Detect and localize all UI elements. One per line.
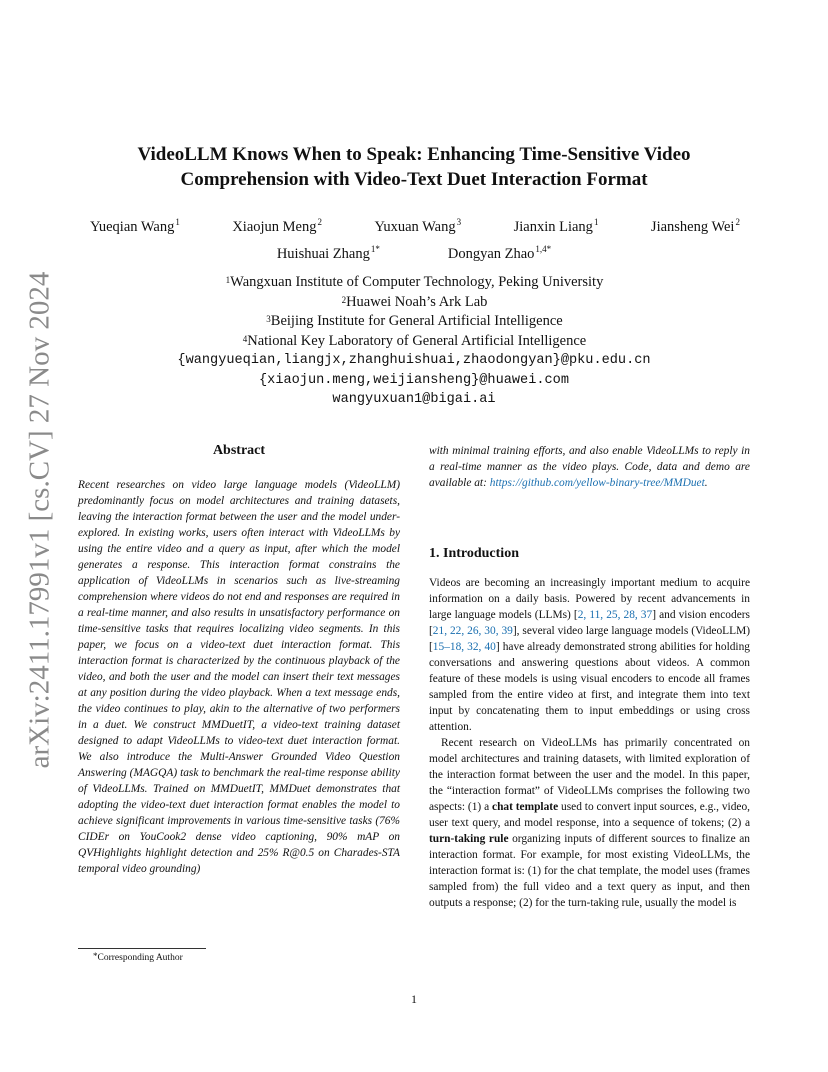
footnote: *Corresponding Author [93,951,183,963]
email-line: {xiaojun.meng,weijiansheng}@huawei.com [259,372,569,388]
footnote-rule [78,948,206,949]
author: Jiansheng Wei$^2$ [650,217,740,235]
abstract-continuation: with minimal training efforts, and also enable VideoLLMs to reply in a real-time manner as the video plays. Code, data and demo are available at: https://github.com/yellow-binary-tree/MMDuet. [429,445,750,489]
page-number: 1 [411,992,417,1006]
author-list-row-2 [0,246,828,263]
affiliation: $^3$Beijing Institute for General Artificial Intelligence [266,313,563,329]
email-line: wangyuxuan1@bigai.ai [332,392,496,407]
abstract-heading: Abstract [212,443,266,458]
term: turn-taking rule [429,833,509,845]
citation[interactable]: 21, 22, 26, 30, 39 [432,625,513,637]
author: Jianxin Liang$^1$ [513,217,599,235]
email-line: {wangyueqian,liangjx,zhanghuishuai,zhaodongyan}@pku.edu.cn [177,353,651,368]
paragraph: Recent research on VideoLLMs has primarily concentrated on model architectures and training datasets, with limited exploration of the interaction format between the user and the model. In this paper, the “interaction format” of VideoLLMs comprises the following two aspects: (1) a chat template used to convert input sources, e.g., video, user text query, and model response, into a sequence of tokens; (2) a turn-taking rule organizing inputs of different sources to finalize an interaction format. For example, for most existing VideoLLMs, the interaction format is: (1) for the chat template, the model uses (frames sampled from) the full video and a text query as input, and then outputs a response; (2) for the turn-taking rule, usually the model is [429,737,751,909]
affiliation: $^4$National Key Laboratory of General Artificial Intelligence [242,332,587,349]
title-line-2: Comprehension with Video-Text Duet Interaction Format [180,169,648,190]
author: Dongyan Zhao$^{1,4*}$ [447,244,552,262]
affiliation: $^1$Wangxuan Institute of Computer Technology, Peking University [225,274,604,290]
affiliations [0,273,828,410]
introduction-body [429,575,750,911]
author-list-row-1 [90,219,740,236]
citation[interactable]: 15–18, 32, 40 [432,641,496,653]
arxiv-stamp-text: arXiv:2411.17991v1 [cs.CV] 27 Nov 2024 [23,271,56,769]
term: chat template [492,801,559,813]
author: Yuxuan Wang$^3$ [374,217,462,235]
author: Huishuai Zhang$^{1*}$ [276,244,380,262]
author: Xiaojun Meng$^2$ [232,217,322,235]
abstract-body: Recent researches on video large language models (VideoLLM) predominantly focus on model architectures and training datasets, leaving the interaction format between the user and the model under-explored. In existing works, users often interact with VideoLLMs by using the entire video and a query as input, after which the model generates a response. This interaction format constrains the application of VideoLLMs in scenarios such as live-streaming comprehension where videos do not end and responses are required in a real-time manner, and also results in unsatisfactory performance on time-sensitive tasks that requires localizing video segments. In this paper, we focus on a video-text duet interaction format. This interaction format is characterized by the continuous playback of the video, and both the user and the model can insert their text messages at any position during the video playback. When a text message ends, the video continues to play, akin to the alternative of two performers in a duet. We construct MMDuetIT, a video-text training dataset designed to adapt VideoLLMs to video-text duet interaction format. We also introduce the Multi-Answer Grounded Video Question Answering (MAGQA) task to benchmark the real-time response ability of VideoLLMs. Trained on MMDuetIT, MMDuet demonstrates that adopting the video-text duet interaction format enables the model to achieve significant improvements in various time-sensitive tasks (76% CIDEr on YouCook2 dense video captioning, 90% mAP on QVHighlights highlight detection and 25% R@0.5 on Charades-STA temporal video grounding) [78,479,400,875]
title-line-1: VideoLLM Knows When to Speak: Enhancing Time-Sensitive Video [137,144,691,165]
paper-title [100,142,728,192]
author: Yueqian Wang$^1$ [90,217,180,235]
paragraph: Videos are becoming an increasingly important medium to acquire information on a daily basis. Powered by recent advancements in large language models (LLMs) [2, 11, 25, 28, 37] and vision encoders [21, 22, 26, 30, 39], several video large language models (VideoLLM) [15–18, 32, 40] have already demonstrated strong abilities for holding conversations and answering questions about videos. A common feature of these models is using visual encoders to encode all frames sampled from the entire video at first, and integrate them into text input by concatenating them to input embeddings or using cross attention. [429,577,750,733]
section-heading-introduction: 1. Introduction [429,546,519,561]
citation[interactable]: 2, 11, 25, 28, 37 [577,609,653,621]
code-link[interactable]: https://github.com/yellow-binary-tree/MMDuet [489,477,705,489]
affiliation: $^2$Huawei Noah’s Ark Lab [341,293,488,310]
